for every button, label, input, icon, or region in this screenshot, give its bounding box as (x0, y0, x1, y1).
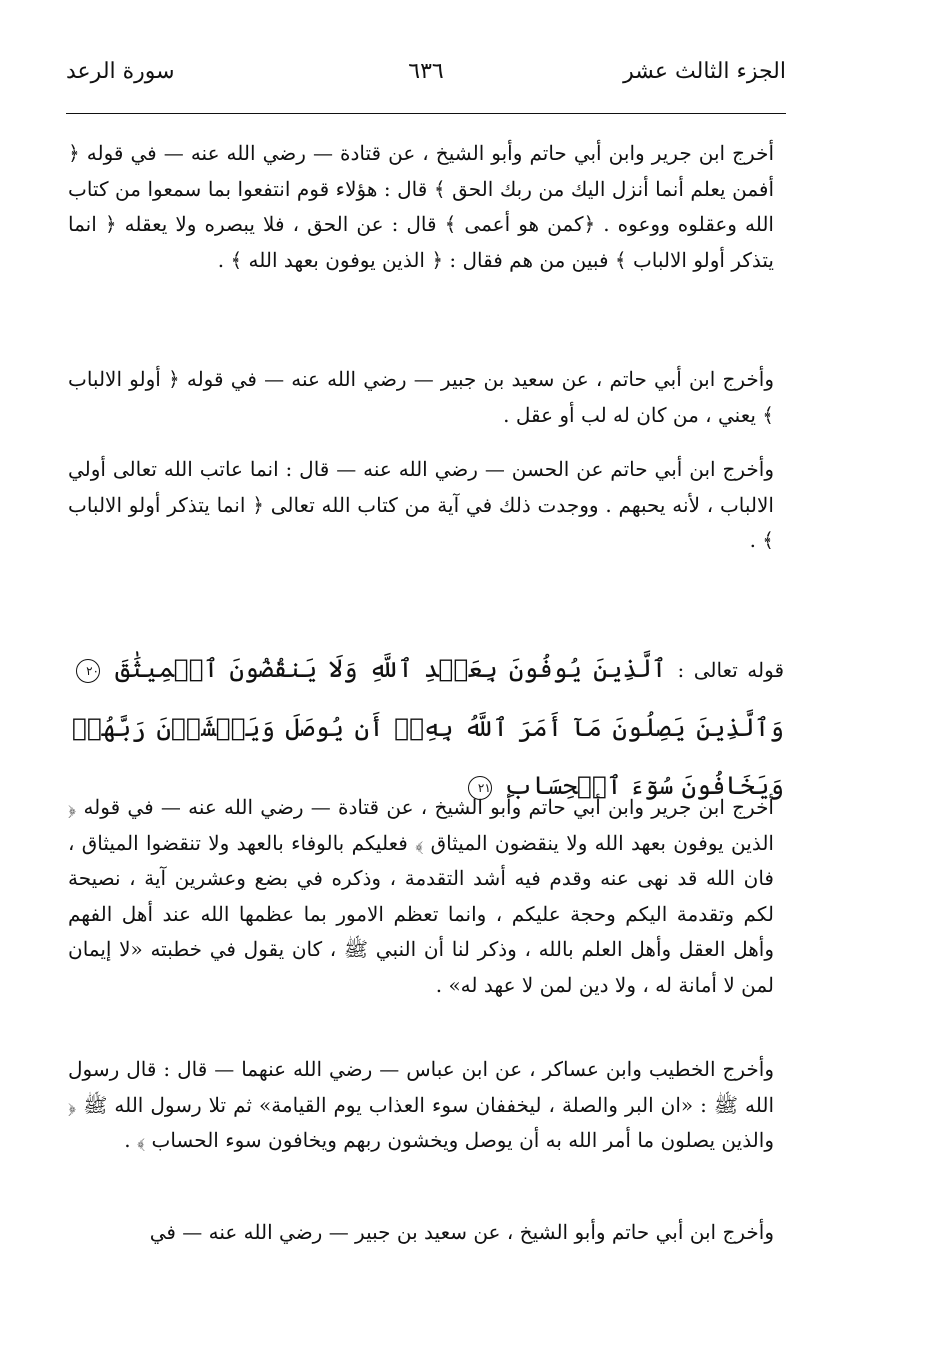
verse-intro: قوله تعالى : (677, 658, 785, 682)
part-title: الجزء الثالث عشر (623, 59, 786, 84)
verse-text-20: ٱلَّذِينَ يُوفُونَ بِعَهۡدِ ٱللَّهِ وَلَا يَنقُضُونَ ٱلۡمِيثَٰقَ (115, 654, 667, 683)
paragraph-3: وأخرج ابن أبي حاتم عن الحسن — رضي الله عنه — قال : انما عاتب الله تعالى أولي الالباب ، لأنه يحبهم . ووجدت ذلك في آية من كتاب الله تعالى ﴿ انما يتذكر أولو الالباب ﴾ . (68, 457, 774, 552)
ayah-number-21: ٢١ (468, 776, 492, 800)
paragraph-6: وأخرج ابن أبي حاتم وأبو الشيخ ، عن سعيد بن جبير — رضي الله عنه — في (149, 1220, 774, 1244)
surah-title: سورة الرعد (66, 59, 175, 84)
quran-verse-block (72, 640, 784, 815)
running-header (66, 52, 786, 92)
ayah-number-20: ٢٠ (76, 659, 100, 683)
paragraph-4: أخرج ابن جرير وابن أبي حاتم وأبو الشيخ ، عن قتادة — رضي الله عنه — في قوله ﴿ الذين يوفون بعهد الله ولا ينقضون الميثاق ﴾ فعليكم بالوفاء بالعهد ولا تنقضوا الميثاق ، فان الله قد نهى عنه وقدم فيه أشد التقدمة ، وذكره في بضع وعشرين آية ، نصيحة لكم وتقدمة اليكم وحجة عليكم ، وانما تعظم الامور بما عظمها الله عند أهل الفهم وأهل العقل وأهل العلم بالله ، وذكر لنا أن النبي ﷺ ، كان يقول في خطبته «لا إيمان لمن لا أمانة له ، ولا دين لمن لا عهد له» . (68, 795, 774, 997)
paragraph-5: وأخرج الخطيب وابن عساكر ، عن ابن عباس — رضي الله عنهما — قال : قال رسول الله ﷺ : «ان البر والصلة ، ليخففان سوء العذاب يوم القيامة» ثم تلا رسول الله ﷺ ﴿ والذين يصلون ما أمر الله به أن يوصل ويخشون ربهم ويخافون سوء الحساب ﴾ . (68, 1057, 775, 1152)
paragraph-2: وأخرج ابن أبي حاتم ، عن سعيد بن جبير — رضي الله عنه — في قوله ﴿ أولو الالباب ﴾ يعني ، من كان له لب أو عقل . (68, 367, 774, 427)
verse-text-21: وَٱلَّذِينَ يَصِلُونَ مَآ أَمَرَ ٱللَّهُ بِهِۦٓ أَن يُوصَلَ وَيَخۡشَوۡنَ رَبَّهُمۡ وَيَخَافُونَ سُوٓءَ ٱلۡحِسَابِ (72, 713, 784, 800)
page-number: ٦٣٦ (408, 59, 444, 84)
paragraph-1: أخرج ابن جرير وابن أبي حاتم وأبو الشيخ ، عن قتادة — رضي الله عنه — في قوله ﴿ أفمن يعلم أنما أنزل اليك من ربك الحق ﴾ قال : هؤلاء قوم انتفعوا بما سمعوا من كتاب الله وعقلوه ووعوه . ﴿كمن هو أعمى ﴾ قال : عن الحق ، فلا يبصره ولا يعقله ﴿ انما يتذكر أولو الالباب ﴾ فبين من هم فقال : ﴿ الذين يوفون بعهد الله ﴾ . (68, 141, 774, 272)
header-rule (66, 113, 786, 114)
